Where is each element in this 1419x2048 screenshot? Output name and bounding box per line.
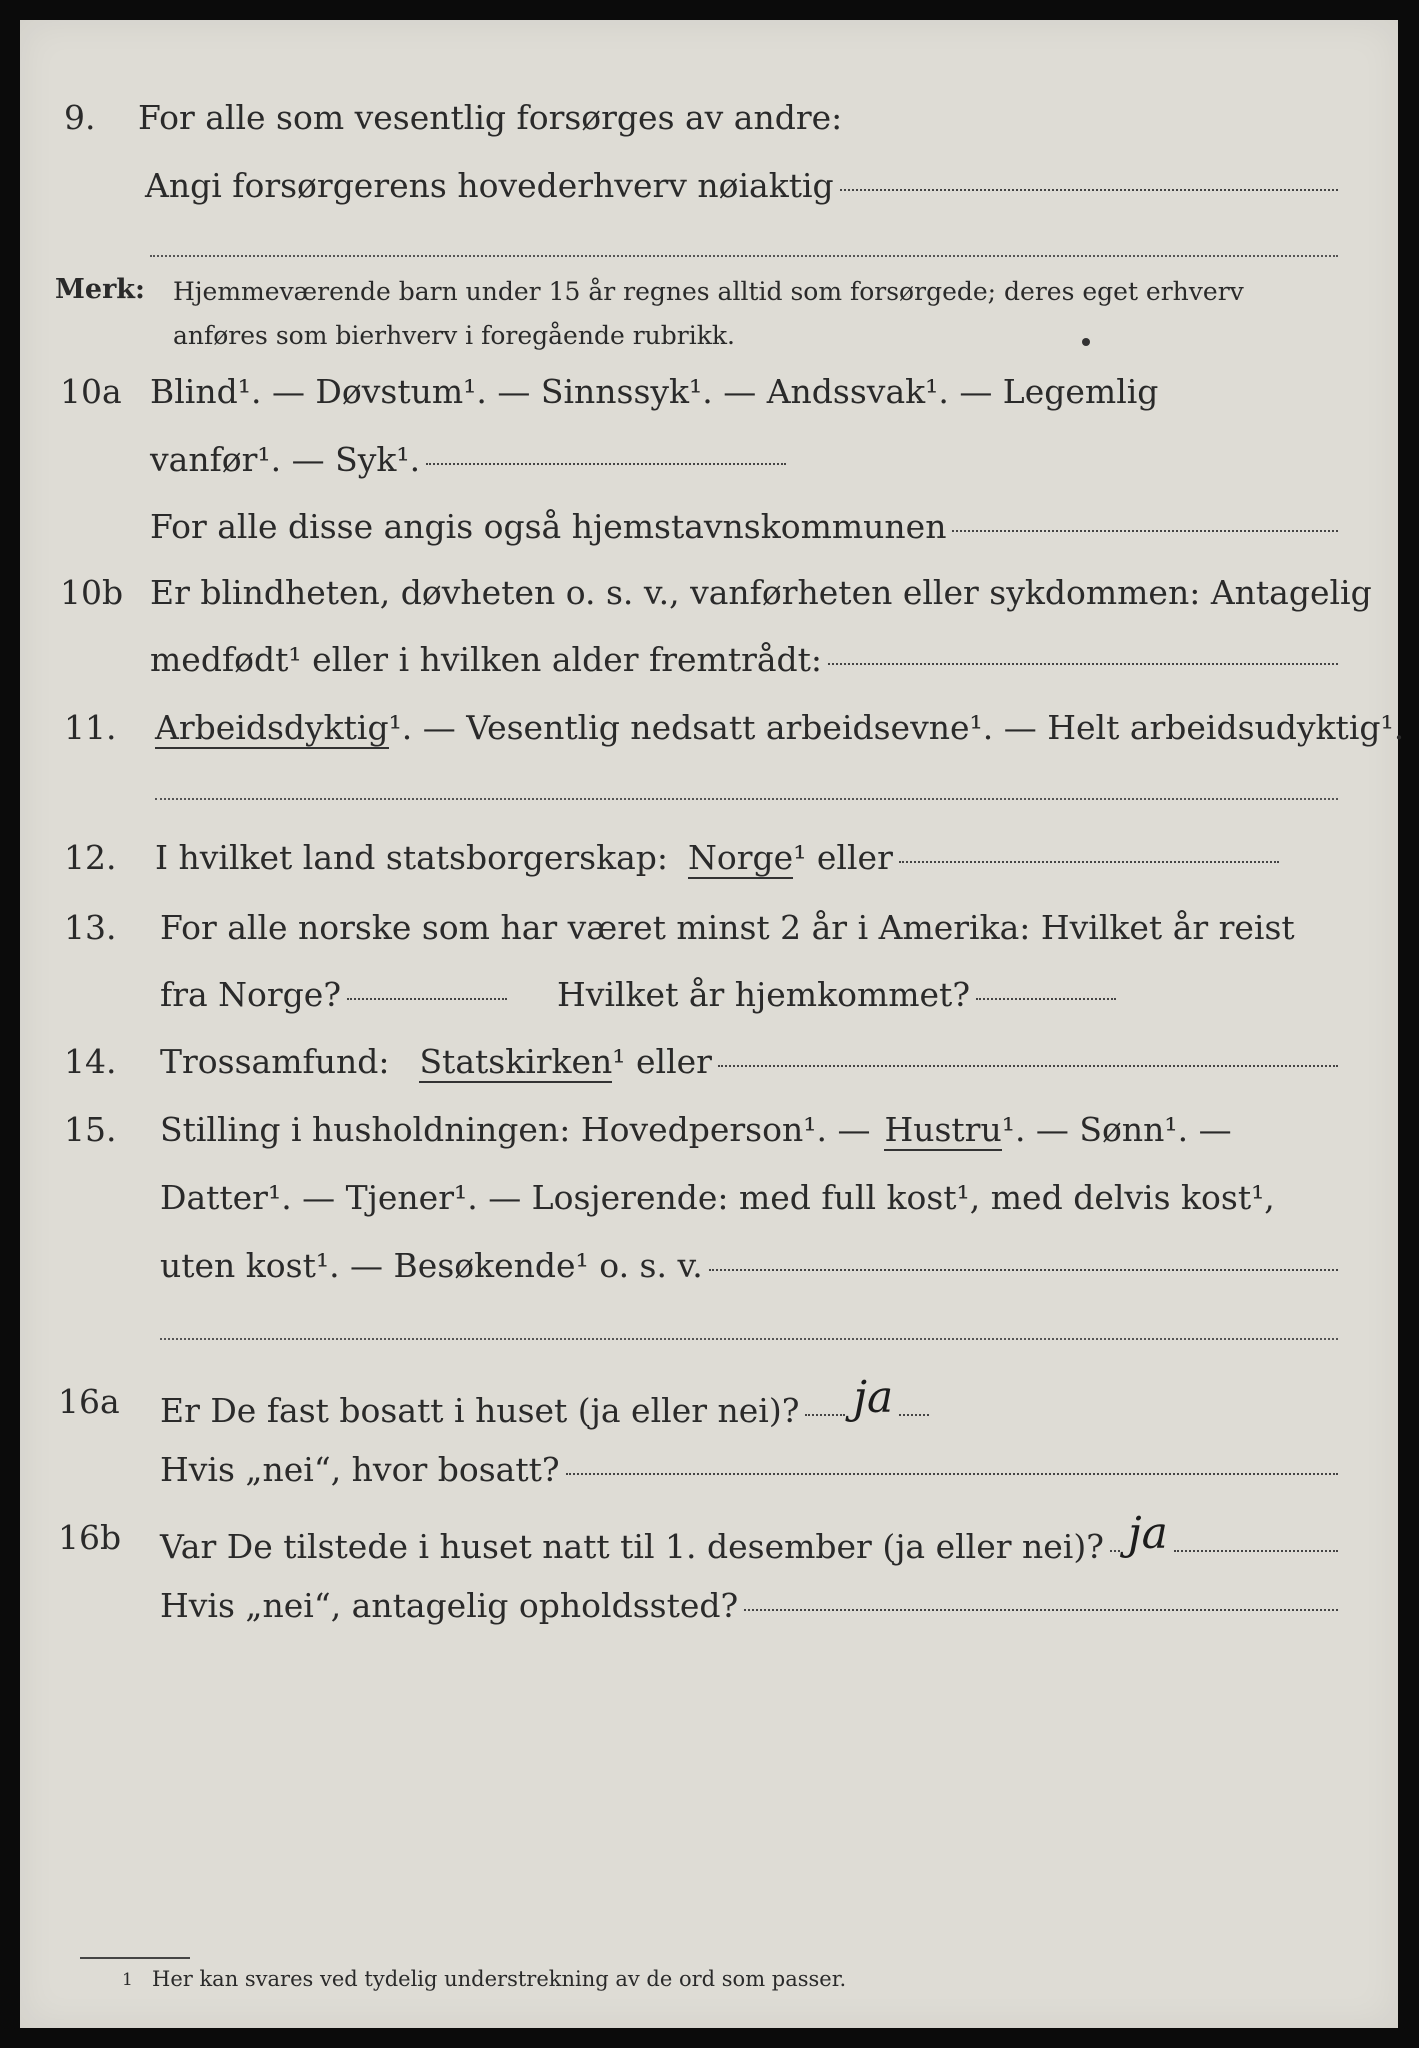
q13-line-2b: Hvilket år hjemkommet? bbox=[557, 975, 971, 1014]
q16a-answer-dots bbox=[805, 1414, 845, 1416]
q14-number: 14. bbox=[64, 1042, 117, 1081]
q16b-line-2: Hvis „nei“, antagelig opholdssted? bbox=[160, 1586, 739, 1625]
q13-line-2a: fra Norge? bbox=[160, 975, 342, 1014]
q11-rest: ¹. — Vesentlig nedsatt arbeidsevne¹. — Helt arbeidsudyktig¹. bbox=[388, 708, 1405, 747]
merk-line-1: Hjemmeværende barn under 15 år regnes alltid som forsørgede; deres eget erhverv bbox=[173, 277, 1244, 306]
q13-line-1: For alle norske som har været minst 2 år i Amerika: Hvilket år reist bbox=[160, 908, 1295, 947]
q16a-handwritten-answer[interactable]: ja bbox=[853, 1372, 894, 1423]
q14-before: Trossamfund: bbox=[160, 1042, 390, 1081]
q11-number: 11. bbox=[64, 708, 117, 747]
q16b-line-1: Var De tilstede i huset natt til 1. desember (ja eller nei)? bbox=[160, 1527, 1104, 1566]
q14-underlined-answer[interactable]: Statskirken bbox=[419, 1042, 613, 1081]
separator bbox=[160, 1338, 1338, 1340]
q16a-line-1: Er De fast bosatt i huset (ja eller nei)? bbox=[160, 1391, 800, 1430]
footnote-rule bbox=[80, 1957, 190, 1959]
q16b-handwritten-answer[interactable]: ja bbox=[1127, 1508, 1168, 1559]
q12-other-country-field[interactable] bbox=[899, 861, 1279, 863]
q10a-municipality-field[interactable] bbox=[952, 530, 1338, 532]
q13-number: 13. bbox=[64, 908, 117, 947]
q12-number: 12. bbox=[64, 838, 117, 877]
q16b-whereabouts-field[interactable] bbox=[744, 1609, 1338, 1611]
q10b-number: 10b bbox=[60, 573, 124, 612]
separator bbox=[150, 255, 1338, 257]
q10a-sick-field[interactable] bbox=[426, 463, 786, 465]
q14-other-field[interactable] bbox=[718, 1065, 1338, 1067]
q13-return-year-field[interactable] bbox=[976, 998, 1116, 1000]
merk-line-2: anføres som bierhverv i foregående rubrikk. bbox=[173, 321, 735, 350]
q15-line-1b: ¹. — Sønn¹. — bbox=[1001, 1110, 1232, 1149]
q9-sub: Angi forsørgerens hovederhverv nøiaktig bbox=[145, 166, 834, 205]
footnote-number: 1 bbox=[122, 1970, 133, 1990]
q13-departure-year-field[interactable] bbox=[347, 998, 507, 1000]
q16a-number: 16a bbox=[58, 1382, 120, 1421]
q15-line-2: Datter¹. — Tjener¹. — Losjerende: med full kost¹, med delvis kost¹, bbox=[160, 1178, 1275, 1217]
q9-number: 9. bbox=[64, 98, 96, 137]
q16a-residence-field[interactable] bbox=[566, 1473, 1338, 1475]
census-form-page bbox=[20, 20, 1405, 2028]
q11-underlined-answer[interactable]: Arbeidsdyktig bbox=[155, 708, 389, 747]
q12-underlined-answer[interactable]: Norge bbox=[688, 838, 794, 877]
merk-label: Merk: bbox=[55, 274, 145, 305]
ink-dot bbox=[1082, 338, 1090, 346]
q16a-line-2: Hvis „nei“, hvor bosatt? bbox=[160, 1450, 560, 1489]
footnote-text: Her kan svares ved tydelig understrekning av de ord som passer. bbox=[152, 1967, 847, 1991]
q15-other-field[interactable] bbox=[709, 1269, 1338, 1271]
q16b-number: 16b bbox=[58, 1518, 122, 1557]
q16a-answer-dots-end bbox=[899, 1414, 929, 1416]
q15-number: 15. bbox=[64, 1110, 117, 1149]
q14-after: ¹ eller bbox=[612, 1042, 712, 1081]
q12-after: ¹ eller bbox=[793, 838, 893, 877]
q10b-line-1: Er blindheten, døvheten o. s. v., vanførheten eller sykdommen: Antagelig bbox=[150, 573, 1372, 612]
q15-line-3: uten kost¹. — Besøkende¹ o. s. v. bbox=[160, 1246, 703, 1285]
q15-underlined-answer[interactable]: Hustru bbox=[884, 1110, 1002, 1149]
q10a-line-2: vanfør¹. — Syk¹. bbox=[150, 440, 421, 479]
q12-before: I hvilket land statsborgerskap: bbox=[155, 838, 669, 877]
q10a-number: 10a bbox=[60, 372, 122, 411]
q9-text: For alle som vesentlig forsørges av andre: bbox=[138, 98, 843, 137]
q10a-line-1: Blind¹. — Døvstum¹. — Sinnssyk¹. — Andssvak¹. — Legemlig bbox=[150, 372, 1159, 411]
q16b-answer-dots bbox=[1110, 1550, 1120, 1552]
q10b-age-field[interactable] bbox=[828, 663, 1338, 665]
separator bbox=[155, 798, 1338, 800]
q10a-line-3: For alle disse angis også hjemstavnskommunen bbox=[150, 507, 947, 546]
q15-line-1a: Stilling i husholdningen: Hovedperson¹. — bbox=[160, 1110, 871, 1149]
q9-answer-field[interactable] bbox=[840, 189, 1338, 191]
q16b-answer-dots-end bbox=[1174, 1550, 1338, 1552]
q10b-line-2: medfødt¹ eller i hvilken alder fremtrådt: bbox=[150, 640, 823, 679]
